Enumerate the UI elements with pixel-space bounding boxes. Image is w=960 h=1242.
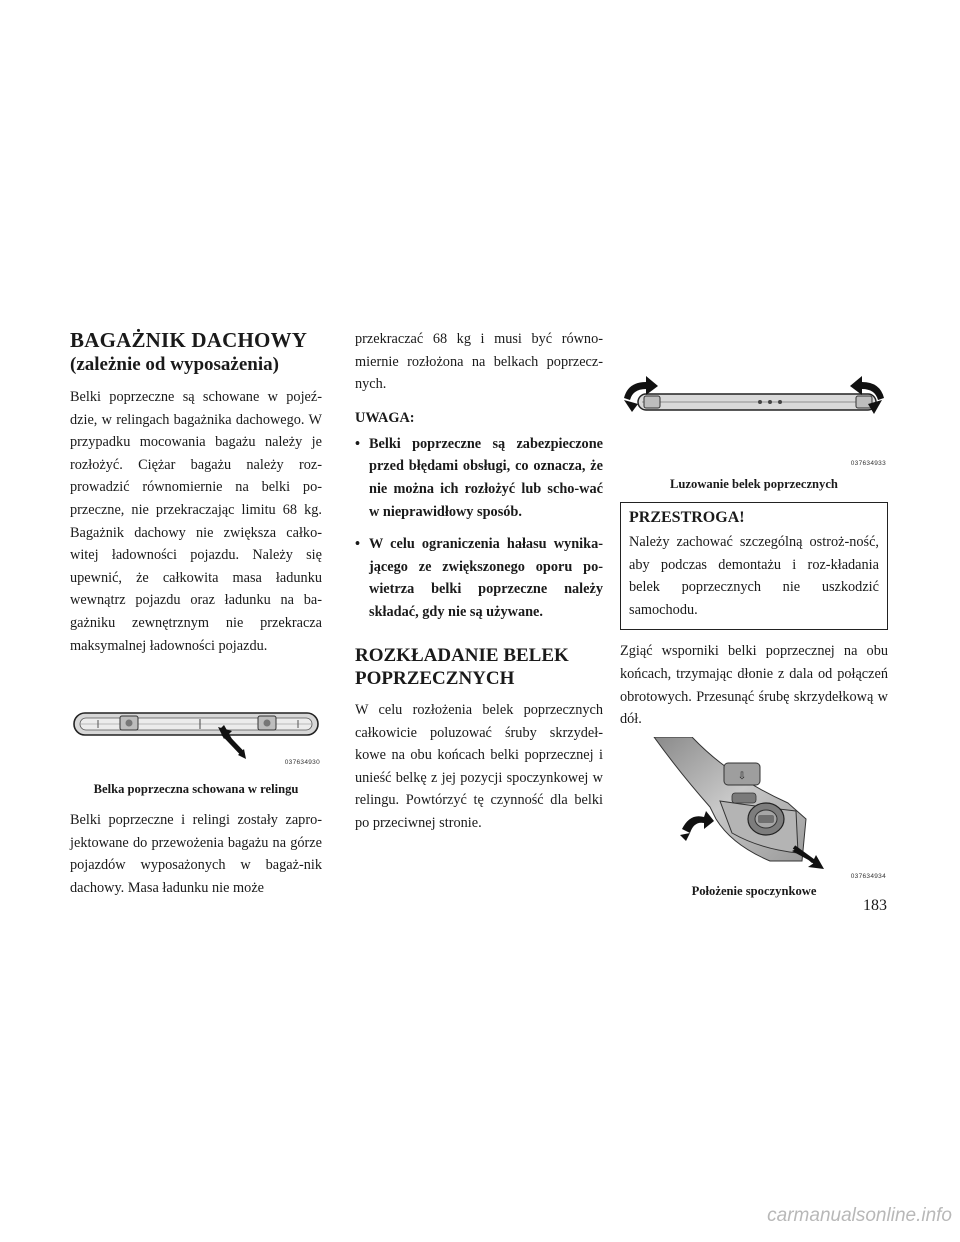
caution-box <box>620 502 888 630</box>
crossbar-loosening-illustration <box>620 368 888 460</box>
list-item <box>355 533 603 623</box>
figure-caption: Położenie spoczynkowe <box>691 883 817 898</box>
bullet-icon: • <box>355 536 361 553</box>
section-heading-roof-rack: BAGAŻNIK DACHOWY <box>70 328 308 352</box>
figure-loosening-crossbars <box>620 368 888 467</box>
caution-text: Należy zachować szczególną ostroż-ność, aby podczas demontażu i roz-kładania belek poprzecznych nie uszkodzić samochodu. <box>629 534 879 618</box>
section-heading-deploy <box>355 644 603 692</box>
figure-code: 037634930 <box>284 759 320 767</box>
deploy-paragraph: W celu rozłożenia belek poprzecznych całkowicie poluzować śruby skrzydeł-kowe na obu końcach belki poprzecznej i unieść belkę z jej pozycji spoczynkowej w relingu. Powtórzyć tę czynność dla belki po przeciwnej stronie. <box>355 702 603 831</box>
list-item <box>355 433 603 523</box>
list-item-text: Belki poprzeczne są zabezpieczone przed błędami obsługi, co oznacza, że nie można ich rozłożyć lub scho-wać w nieprawidłowy sposób. <box>369 435 603 520</box>
section-heading-line: POPRZECZNYCH <box>355 668 515 690</box>
rest-position-illustration <box>620 737 888 869</box>
note-list <box>355 433 603 624</box>
caution-title: PRZESTROGA! <box>629 509 745 526</box>
section-heading-line: ROZKŁADANIE BELEK <box>355 644 569 666</box>
instruction-paragraph: Zgiąć wsporniki belki poprzecznej na obu końcach, trzymając dłonie z dala od połączeń obrotowych. Przesunąć śrubę skrzydełkową w dół. <box>620 643 888 728</box>
page-number: 183 <box>863 897 887 914</box>
figure-caption: Luzowanie belek poprzecznych <box>670 477 838 491</box>
watermark: carmanualsonline.info <box>767 1205 952 1226</box>
list-item-text: W celu ograniczenia hałasu wynika-jącego ze zwiększonego oporu po-wietrza belki poprzeczne należy składać, gdy nie są używane. <box>369 536 603 620</box>
figure-rest-position <box>620 737 888 880</box>
middle-column <box>355 328 603 835</box>
figure-caption: Belka poprzeczna schowana w relingu <box>93 782 299 797</box>
figure-stowed-crossbar <box>70 693 322 778</box>
body-paragraph: Belki poprzeczne i relingi zostały zapro-jektowane do przewożenia bagażu na górze pojazdów wyposażonych w bagaż-nik dachowy. Masa ładunku nie może <box>70 812 322 896</box>
section-subheading: (zależnie od wyposażenia) <box>70 354 279 376</box>
figure-code: 037634934 <box>850 872 886 880</box>
left-column <box>70 328 322 899</box>
continued-paragraph: przekraczać 68 kg i musi być równo-miernie rozłożona na belkach poprzecz-nych. <box>355 331 603 393</box>
figure-code: 037634933 <box>850 460 886 467</box>
note-title: UWAGA: <box>355 409 415 426</box>
right-column <box>620 368 888 899</box>
svg-text:⇩: ⇩ <box>737 770 747 782</box>
intro-paragraph: Belki poprzeczne są schowane w pojeź-dzie, w relingach bagażnika dachowego. W przypadku mocowania bagażu należy je rozłożyć. Ciężar bagażu należy roz-prowadzić równomiernie na belki po-przeczne, nie przekraczając limitu 68 kg. Bagażnik dachowy nie zwiększa całko-witej ładowności pojazdu. Należy się upewnić, że całkowita masa ładunku wewnątrz pojazdu oraz ładunku na ba-gażniku zewnętrznym nie przekracza maksymalnej ładowności pojazdu. <box>70 388 322 654</box>
bullet-icon: • <box>355 435 361 452</box>
